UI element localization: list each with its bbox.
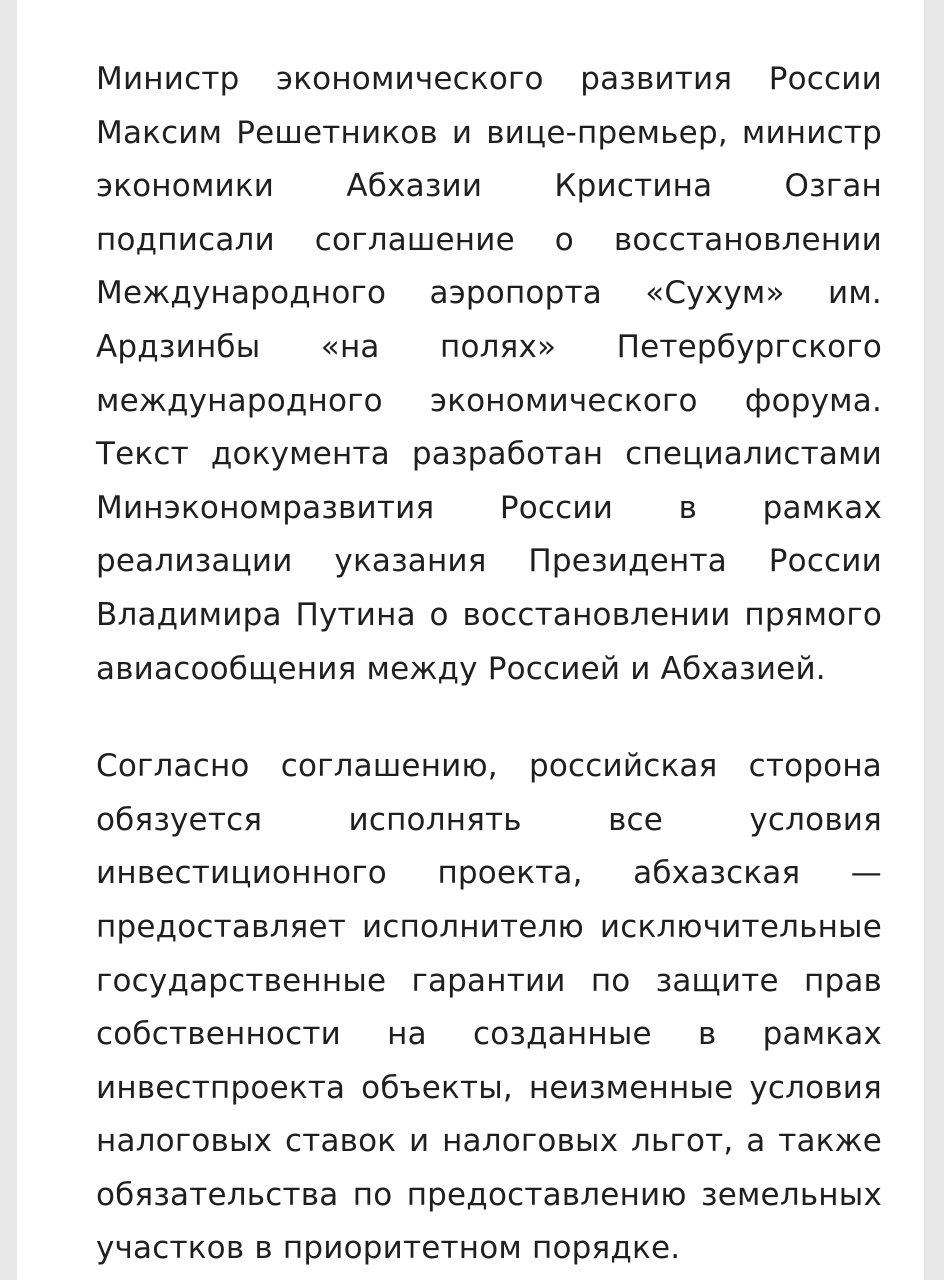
paragraph-line: предоставляет исполнителю исключительные [96, 908, 882, 945]
paragraph-line: собственности на созданные в рамках [96, 1016, 882, 1053]
paragraph-line: Владимира Путина о восстановлении прямого [96, 596, 882, 633]
paragraph-line: инвестиционного проекта, абхазская — [96, 855, 882, 892]
paragraph-line: инвестпроекта объекты, неизменные условия [96, 1069, 882, 1106]
paragraph-airport-agreement [96, 53, 882, 696]
article-body [96, 53, 882, 1276]
paragraph-line: международного экономического форума. [96, 382, 882, 419]
paragraph-line: авиасообщения между Россией и Абхазией. [96, 650, 826, 687]
paragraph-line: Ардзинбы «на полях» Петербургского [96, 328, 882, 365]
paragraph-line: обязуется исполнять все условия [96, 801, 882, 838]
paragraph-line: государственные гарантии по защите прав [96, 962, 882, 999]
paragraph-line: участков в приоритетном порядке. [96, 1230, 681, 1267]
paragraph-line: Международного аэропорта «Сухум» им. [96, 275, 882, 312]
paragraph-line: налоговых ставок и налоговых льгот, а также [96, 1123, 882, 1160]
paragraph-line: Максим Решетников и вице-премьер, министр [96, 114, 882, 151]
paragraph-line: обязательства по предоставлению земельных [96, 1176, 882, 1213]
paragraph-line: реализации указания Президента России [96, 543, 882, 580]
paragraph-line: подписали соглашение о восстановлении [96, 221, 882, 258]
paragraph-line: Согласно соглашению, российская сторона [96, 748, 882, 785]
paragraph-line: Текст документа разработан специалистами [96, 436, 882, 473]
paragraph-spacer [96, 696, 882, 740]
paragraph-line: экономики Абхазии Кристина Озган [96, 168, 882, 205]
paragraph-line: Министр экономического развития России [96, 61, 882, 97]
paragraph-agreement-terms [96, 740, 882, 1276]
page-background [17, 0, 924, 1280]
paragraph-line: Минэкономразвития России в рамках [96, 489, 882, 526]
